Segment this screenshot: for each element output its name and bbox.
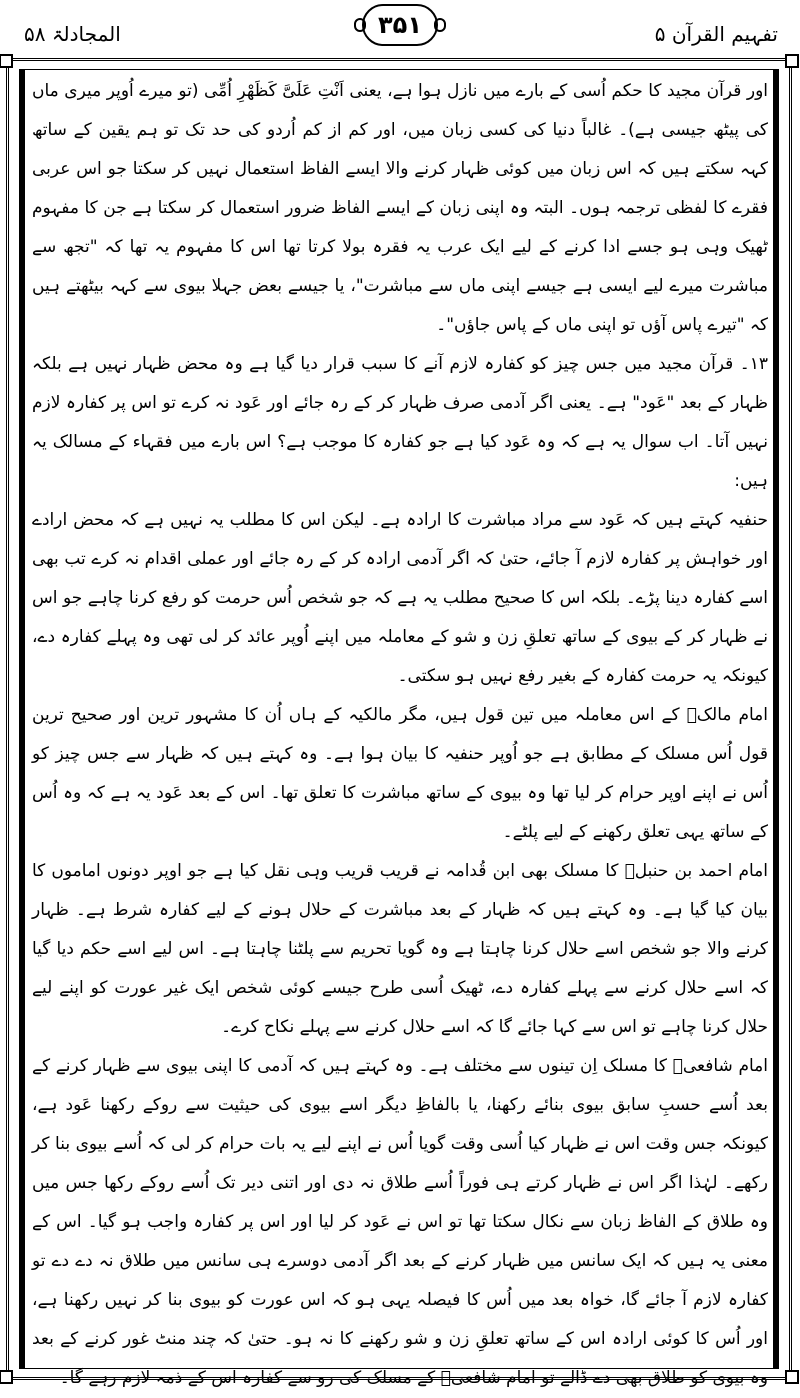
paragraph: امام شافعیؒ کا مسلک اِن تینوں سے مختلف ہے۔ وہ کہتے ہیں کہ آدمی کا اپنی بیوی سے ظہار کرنے کے بعد اُسے حسبِ سابق بیوی بنائے رکھنا، یا بالفاظِ دیگر اسے بیوی کی حیثیت سے روکے رکھنا عَود ہے، کیونکہ جس وقت اس نے ظہار کیا اُسی وقت گویا اُس نے اپنے لیے یہ بات حرام کر لی کہ اُسے بیوی بنا کر رکھے۔ لہٰذا اگر اس نے ظہار کرتے ہی فوراً اُسے طلاق نہ دی اور اتنی دیر تک اُسے روکے رکھا جس میں وہ طلاق کے الفاظ زبان سے نکال سکتا تھا تو اس نے عَود کر لیا اور اس پر کفارہ واجب ہو گیا۔ اس کے معنی یہ ہیں کہ ایک سانس میں ظہار کرنے کے بعد اگر آدمی دوسرے ہی سانس میں طلاق نہ دے دے تو کفارہ لازم آ جائے گا، خواہ بعد میں اُس کا فیصلہ یہی ہو کہ اس عورت کو بیوی بنا کر نہیں رکھنا ہے، اور اُس کا کوئی ارادہ اس کے ساتھ تعلقِ زن و شو رکھنے کا نہ ہو۔ حتیٰ کہ چند منٹ غور کرنے کے بعد وہ بیوی کو طلاق بھی دے ڈالے تو امام شافعیؒ کے مسلک کی رو سے کفارہ اس کے ذمہ لازم رہے گا۔ [32, 1056, 768, 1388]
corner-ornament-icon [785, 54, 799, 68]
paragraph: امام مالکؒ کے اس معاملہ میں تین قول ہیں، مگر مالکیہ کے ہاں اُن کا مشہور ترین اور صحیح ترین قول اُس مسلک کے مطابق ہے جو اُوپر حنفیہ کا بیان ہوا ہے۔ وہ کہتے ہیں کہ ظہار سے جس چیز کو اُس نے اپنے اوپر حرام کر لیا تھا وہ بیوی کے ساتھ مباشرت کا تعلق تھا۔ اس کے بعد عَود یہ ہے کہ وہ اُس کے ساتھ یہی تعلق رکھنے کے لیے پلٹے۔ [32, 705, 768, 842]
page-body-text [32, 72, 768, 1388]
paragraph: اور قرآن مجید کا حکم اُسی کے بارے میں نازل ہوا ہے، یعنی اَنْتِ عَلَیَّ کَظَھْرِ اُمِّی (تو میرے اُوپر میری ماں کی پیٹھ جیسی ہے)۔ غالباً دنیا کی کسی زبان میں، اور کم از کم اُردو کی حد تک تو ہم یقین کے ساتھ کہہ سکتے ہیں کہ اس زبان میں کوئی ظہار کرنے والا ایسے الفاظ استعمال نہیں کر سکتا جو اس عربی فقرے کا لفظی ترجمہ ہوں۔ البتہ وہ اپنی زبان کے ایسے الفاظ ضرور استعمال کر سکتا ہے جن کا مفہوم ٹھیک وہی ہو جسے ادا کرنے کے لیے ایک عرب یہ فقرہ بولا کرتا تھا اس کا مفہوم یہ تھا کہ "تجھ سے مباشرت میرے لیے ایسی ہے جیسے اپنی ماں سے مباشرت"، یا جیسے بعض جہلا بیوی سے کہہ بیٹھتے ہیں کہ "تیرے پاس آؤں تو اپنی ماں کے پاس جاؤں"۔ [32, 81, 768, 335]
page-number: ۳۵۱ [378, 11, 422, 39]
page-number-badge [362, 4, 438, 46]
corner-ornament-icon [0, 54, 13, 68]
corner-ornament-icon [785, 1370, 799, 1384]
page-header [0, 0, 800, 56]
paragraph: حنفیہ کہتے ہیں کہ عَود سے مراد مباشرت کا ارادہ ہے۔ لیکن اس کا مطلب یہ نہیں ہے کہ محض ارادے اور خواہش پر کفارہ لازم آ جائے، حتیٰ کہ اگر آدمی ارادہ کر کے رہ جائے اور عملی اقدام نہ کرے تب بھی اسے کفارہ دینا پڑے۔ بلکہ اس کا صحیح مطلب یہ ہے کہ جو شخص اُس حرمت کو رفع کرنا چاہے جو اس نے ظہار کر کے بیوی کے ساتھ تعلقِ زن و شو کے معاملہ میں اپنے اُوپر عائد کر لی تھی وہ پہلے کفارہ دے، کیونکہ یہ حرمت کفارہ کے بغیر رفع نہیں ہو سکتی۔ [32, 510, 768, 686]
corner-ornament-icon [0, 1370, 13, 1384]
paragraph: امام احمد بن حنبلؒ کا مسلک بھی ابن قُدامہ نے قریب قریب وہی نقل کیا ہے جو اوپر دونوں اماموں کا بیان کیا گیا ہے۔ وہ کہتے ہیں کہ ظہار کے بعد مباشرت کے حلال ہونے کے لیے کفارہ شرط ہے۔ ظہار کرنے والا جو شخص اسے حلال کرنا چاہتا ہے وہ گویا تحریم سے پلٹنا چاہتا ہے۔ اس لیے اسے حکم دیا گیا کہ اسے حلال کرنے سے پہلے کفارہ دے، ٹھیک اُسی طرح جیسے کوئی شخص ایک غیر عورت کو اپنے لیے حلال کرنا چاہے تو اس سے کہا جائے گا کہ اسے حلال کرنے سے پہلے نکاح کرے۔ [32, 861, 768, 1037]
book-title: تفہیم القرآن ۵ [654, 22, 778, 46]
paragraph: ۱۳۔ قرآن مجید میں جس چیز کو کفارہ لازم آنے کا سبب قرار دیا گیا ہے وہ محض ظہار نہیں ہے بلکہ ظہار کے بعد "عَود" ہے۔ یعنی اگر آدمی صرف ظہار کر کے رہ جائے اور عَود نہ کرے تو اس پر کفارہ لازم نہیں آتا۔ اب سوال یہ ہے کہ وہ عَود کیا ہے جو کفارہ کا موجب ہے؟ اس بارے میں فقہاء کے مسالک یہ ہیں: [32, 354, 768, 491]
surah-title: المجادلۃ ۵۸ [24, 22, 121, 46]
